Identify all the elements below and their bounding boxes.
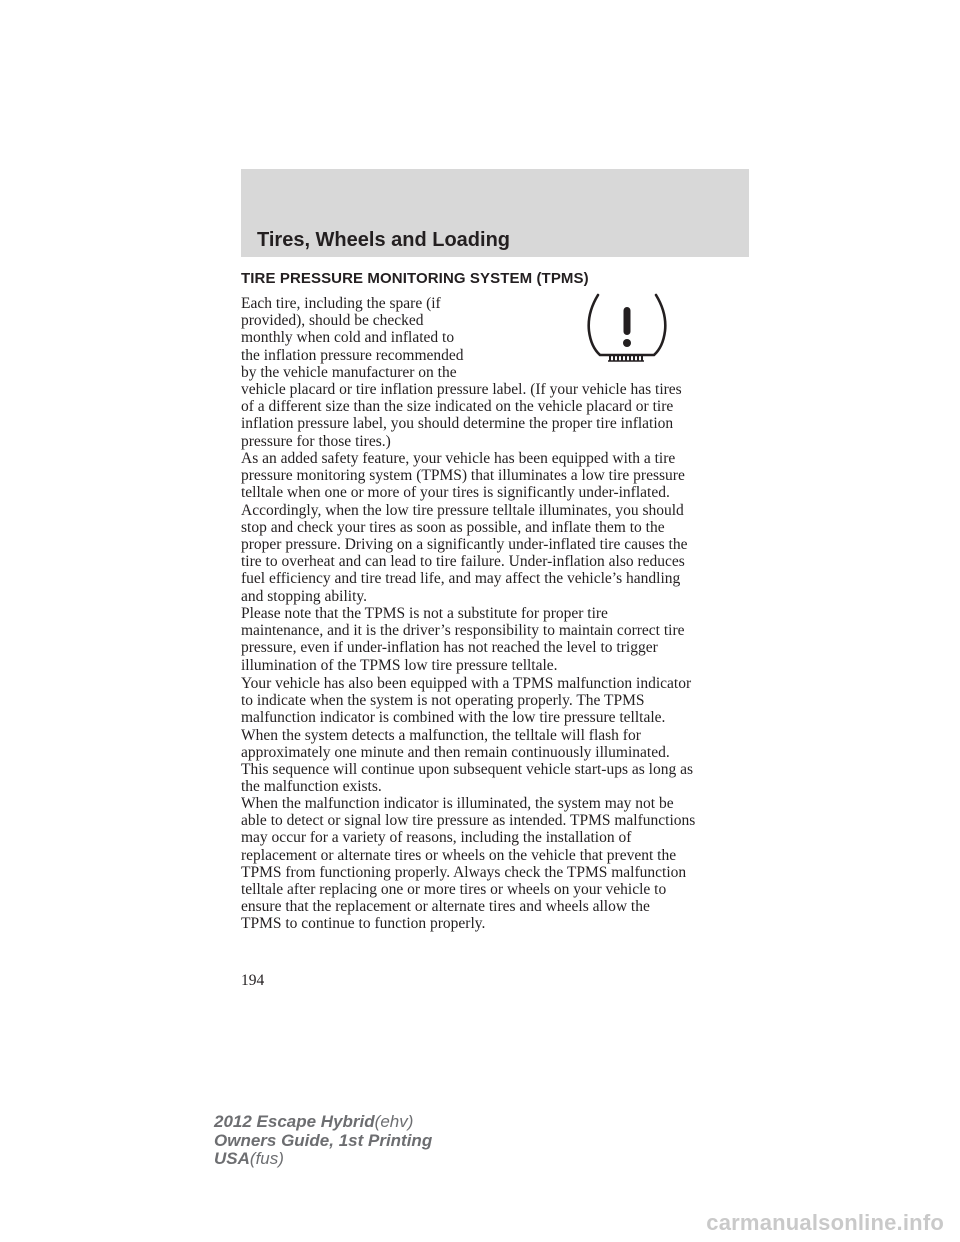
text-line: When the malfunction indicator is illuminated, the system may not be	[241, 795, 674, 812]
text-line: pressure monitoring system (TPMS) that illuminates a low tire pressure	[241, 467, 685, 485]
text-line: maintenance, and it is the driver’s responsibility to maintain correct tire	[241, 622, 685, 640]
text-line: the malfunction exists.	[241, 778, 382, 796]
text-line: Each tire, including the spare (if	[241, 295, 441, 312]
paragraph-malfunction-indicator	[241, 675, 751, 795]
footer-line-3	[214, 1150, 432, 1169]
text-line: inflation pressure label, you should determine the proper tire inflation	[241, 415, 674, 433]
text-line: pressure for those tires.)	[241, 432, 391, 450]
text-line: malfunction indicator is combined with the low tire pressure telltale.	[241, 709, 666, 727]
text-line: As an added safety feature, your vehicle has been equipped with a tire	[241, 450, 676, 467]
watermark-text: carmanualsonline.info	[706, 1210, 944, 1235]
paragraph-safety-feature	[241, 450, 751, 605]
text-line: When the system detects a malfunction, the telltale will flash for	[241, 726, 641, 744]
page-number: 194	[241, 972, 265, 989]
text-line: TPMS from functioning properly. Always check the TPMS malfunction	[241, 863, 687, 881]
section-title: Tires, Wheels and Loading	[257, 229, 511, 251]
text-line: the inflation pressure recommended	[241, 346, 464, 364]
text-line: telltale when one or more of your tires is significantly under-inflated.	[241, 484, 670, 502]
footer-line-1	[214, 1113, 432, 1132]
text-line: approximately one minute and then remain continuously illuminated.	[241, 743, 670, 761]
footer-guide: Owners Guide, 1st Printing	[214, 1130, 433, 1150]
text-line: Please note that the TPMS is not a substitute for proper tire	[241, 605, 608, 622]
text-line: This sequence will continue upon subsequent vehicle start-ups as long as	[241, 761, 693, 779]
text-line: ensure that the replacement or alternate tires and wheels allow the	[241, 898, 650, 916]
text-line: to indicate when the system is not operating properly. The TPMS	[241, 692, 645, 710]
text-line: replacement or alternate tires or wheels on the vehicle that prevent the	[241, 846, 677, 864]
text-line: of a different size than the size indicated on the vehicle placard or tire	[241, 398, 674, 416]
text-line: and stopping ability.	[241, 587, 367, 605]
footer-market: USA	[214, 1149, 250, 1168]
text-line: proper pressure. Driving on a significantly under-inflated tire causes the	[241, 536, 688, 554]
footer-line-2	[214, 1132, 432, 1151]
print-footer	[214, 1113, 432, 1169]
text-line: vehicle placard or tire inflation pressure label. (If your vehicle has tires	[241, 381, 682, 399]
text-line: able to detect or signal low tire pressure as intended. TPMS malfunctions	[241, 812, 696, 830]
footer-model: 2012 Escape Hybrid	[214, 1112, 375, 1131]
text-line: pressure, even if under-inflation has not reached the level to trigger	[241, 639, 658, 657]
paragraph-not-substitute	[241, 605, 751, 674]
section-heading: TIRE PRESSURE MONITORING SYSTEM (TPMS)	[241, 270, 589, 287]
text-line: stop and check your tires as soon as possible, and inflate them to the	[241, 518, 665, 536]
text-line: provided), should be checked	[241, 312, 424, 330]
text-line: illumination of the TPMS low tire pressure telltale.	[241, 656, 558, 674]
footer-model-code: (ehv)	[374, 1112, 414, 1131]
text-line: by the vehicle manufacturer on the	[241, 363, 457, 381]
text-line: fuel efficiency and tire tread life, and may affect the vehicle’s handling	[241, 570, 681, 588]
text-line: telltale after replacing one or more tires or wheels on your vehicle to	[241, 881, 667, 899]
text-line: TPMS to continue to function properly.	[241, 915, 486, 933]
text-line: monthly when cold and inflated to	[241, 329, 455, 347]
text-line: Your vehicle has also been equipped with a TPMS malfunction indicator	[241, 675, 692, 692]
footer-market-code: (fus)	[249, 1149, 284, 1168]
paragraph-tire-check	[241, 295, 751, 450]
paragraph-malfunction-illuminated	[241, 795, 751, 933]
text-line: may occur for a variety of reasons, including the installation of	[241, 829, 632, 847]
text-line: Accordingly, when the low tire pressure telltale illuminates, you should	[241, 501, 684, 519]
text-line: tire to overheat and can lead to tire failure. Under-inflation also reduces	[241, 553, 685, 571]
